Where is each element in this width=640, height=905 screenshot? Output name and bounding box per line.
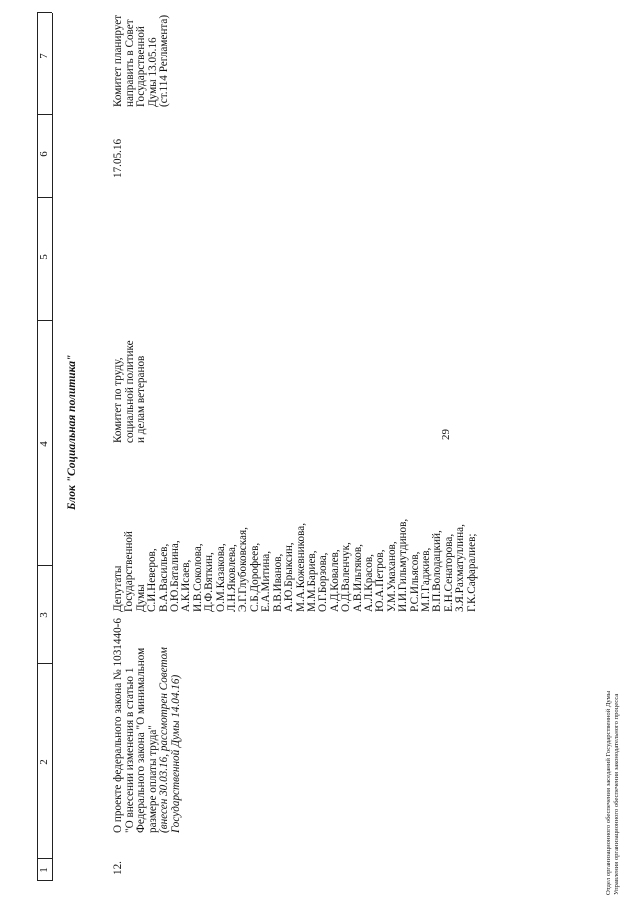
column-number-3: 3 [38,612,50,618]
author-line: Е.Н.Сенаторова, [442,533,455,612]
author-line: И.И.Гильмутдинов, [397,518,410,612]
column-number-7: 7 [38,53,50,59]
authors-list [113,519,478,612]
column-divider [37,663,52,664]
column-divider [37,565,52,566]
author-line: Депутаты [112,565,124,612]
bill-note-line: Государственной Думы 14.04.16) [169,674,182,833]
remarks [113,15,171,107]
block-title: Блок "Социальная политика" [66,354,78,510]
author-line: У.М.Умаханов, [385,541,398,612]
author-line: И.В.Соколова, [191,543,204,612]
remarks-line: Думы 13.05.16 [146,37,159,107]
footer-line: Отдел организационного обеспечения заседаний Государственной Думы [605,690,612,895]
bill-title-line: Федерального закона "О минимальном [135,647,148,833]
committee-line: Комитет по труду, [112,357,124,443]
remarks-line: Государственной [135,26,148,107]
author-line: О.М.Казакова, [214,543,227,612]
remarks-line: Комитет планирует [112,14,124,107]
author-line: О.Д.Валенчук, [340,542,353,612]
author-line: М.А.Кожевникова, [294,522,307,612]
author-line: Е.А.Митина, [260,550,273,612]
committee-line: социальной политике [123,340,136,443]
responsible-committee [113,340,148,443]
column-number-1: 1 [38,867,50,873]
bill-note-line: (внесен 30.03.16, рассмотрен Советом [158,647,171,833]
author-line: З.Я.Рахматуллина, [454,524,467,612]
remarks-line: (ст.114 Регламента) [158,14,171,107]
table-header-bottom-border [52,13,53,881]
column-divider [37,12,52,13]
bill-title [113,618,183,833]
column-number-5: 5 [38,254,50,260]
author-line: В.В.Иванов, [271,553,284,612]
bill-title-line: размере оплаты труда" [146,725,159,833]
author-line: Г.К.Сафаралиев; [465,533,478,612]
author-line: Ю.А.Петров, [374,549,387,612]
author-line: В.П.Володацкий, [431,530,444,612]
author-line: О.Ю.Баталина, [169,540,182,612]
column-divider [37,197,52,198]
author-line: Д.Ф.Вяткин, [203,552,216,612]
author-line: М.М.Бариев, [305,550,318,612]
author-line: В.А.Васильев, [157,543,170,612]
author-line: Э.Г.Глубоковская, [237,527,250,612]
footer-line: Управления организационного обеспечения законодательного процесса [613,693,620,895]
author-line: А.К.Исаев, [180,559,193,612]
bill-title-line: О проекте федерального закона № 1031440-6 [112,618,124,833]
committee-date: 17.05.16 [112,138,124,178]
author-line: А.В.Ильтяков, [351,544,364,612]
author-line: Думы [134,584,147,612]
column-divider [37,114,52,115]
author-line: А.Ю.Брыксин, [283,542,296,612]
author-line: Государственной [123,531,136,612]
author-line: С.И.Неверов, [146,548,159,612]
author-line: А.Д.Ковалев, [328,549,341,612]
row-number: 12. [112,861,124,875]
column-divider [37,320,52,321]
author-line: О.Г.Борзова, [317,552,330,612]
author-line: Л.Н.Яковлева, [226,544,239,612]
committee-line: и делам ветеранов [135,355,148,443]
remarks-line: направить в Совет [123,19,136,107]
column-number-6: 6 [38,151,50,157]
bill-title-line: "О внесении изменения в статью 1 [123,667,136,833]
footer [605,691,621,895]
author-line: М.Г.Гаджиев, [419,547,432,612]
author-line: Р.С.Ильясов, [408,551,421,612]
page-number: 29 [440,429,452,440]
author-line: С.Б.Дорофеев, [248,542,261,612]
column-number-2: 2 [38,759,50,765]
author-line: А.Л.Красов, [362,554,375,612]
column-number-4: 4 [38,441,50,447]
